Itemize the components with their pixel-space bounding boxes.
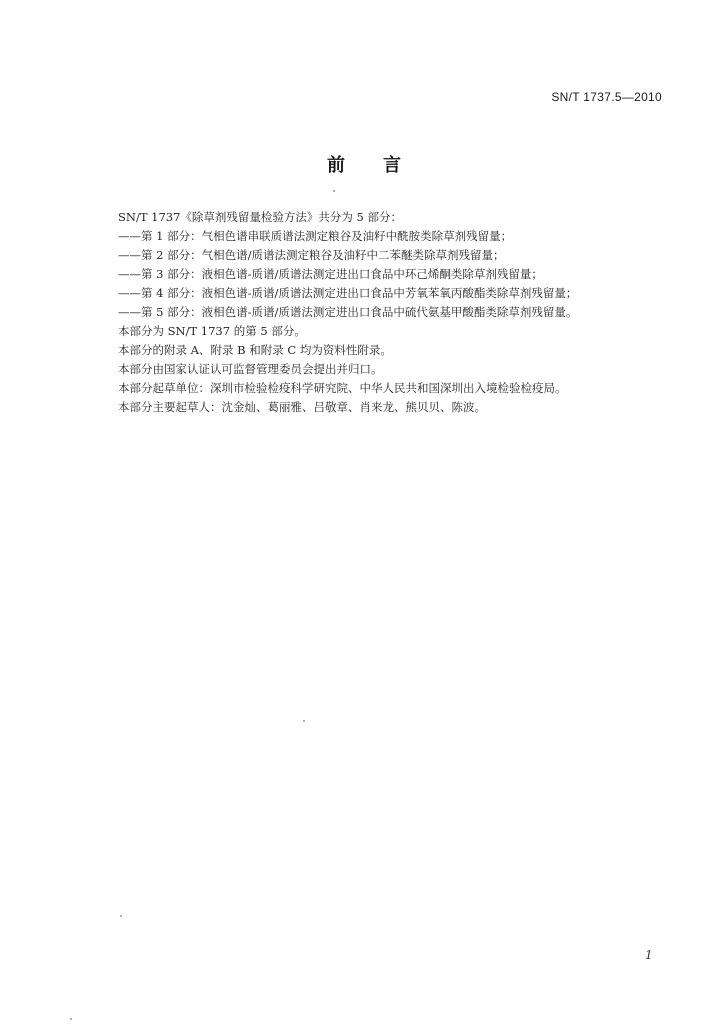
scan-speck [303,720,305,722]
document-code: SN/T 1737.5—2010 [551,90,662,104]
foreword-body [118,208,658,417]
page-title: 前言 [327,155,439,176]
body-line: 本部分的附录 A、附录 B 和附录 C 均为资料性附录。 [118,343,392,357]
scan-speck [120,915,122,917]
body-line: ——第 5 部分：液相色谱-质谱/质谱法测定进出口食品中硫代氨基甲酸酯类除草剂残留量。 [118,305,578,319]
body-line: 本部分起草单位：深圳市检验检疫科学研究院、中华人民共和国深圳出入境检验检疫局。 [118,381,567,395]
body-line: 本部分为 SN/T 1737 的第 5 部分。 [118,324,306,338]
body-line: 本部分主要起草人：沈金灿、葛丽雅、吕敬章、肖来龙、熊贝贝、陈波。 [118,400,486,414]
body-line: ——第 3 部分：液相色谱-质谱/质谱法测定进出口食品中环己烯酮类除草剂残留量； [118,267,543,281]
body-line: ——第 1 部分：气相色谱串联质谱法测定粮谷及油籽中酰胺类除草剂残留量； [118,229,513,243]
body-line: 本部分由国家认证认可监督管理委员会提出并归口。 [118,362,383,376]
body-line: ——第 2 部分：气相色谱/质谱法测定粮谷及油籽中二苯醚类除草剂残留量； [118,248,505,262]
scan-speck [333,190,335,192]
body-line: ——第 4 部分：液相色谱-质谱/质谱法测定进出口食品中芳氧苯氧丙酸酯类除草剂残留量； [118,286,578,300]
scan-speck [70,1018,72,1020]
body-line: SN/T 1737《除草剂残留量检验方法》共分为 5 部分： [118,210,403,224]
page-number: 1 [645,948,653,962]
